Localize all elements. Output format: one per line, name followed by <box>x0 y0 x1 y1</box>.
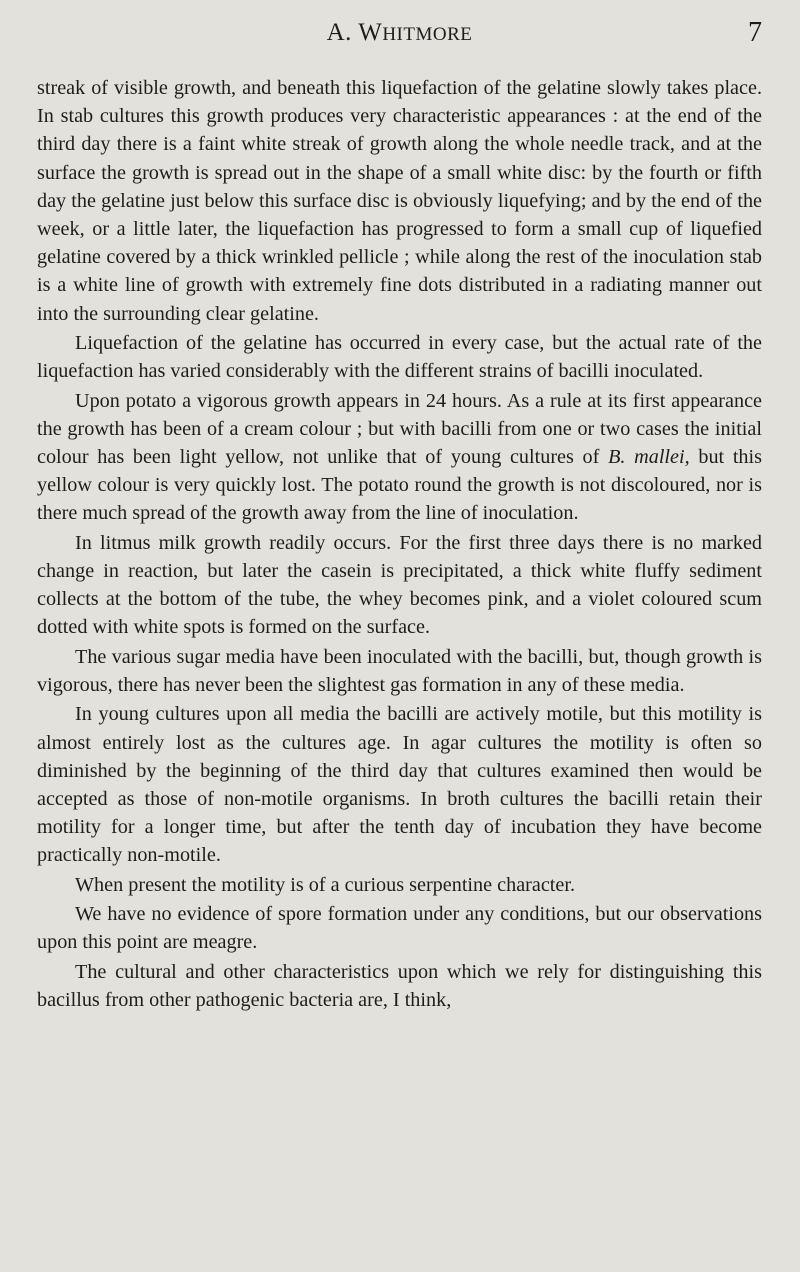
paragraph-potato <box>37 387 762 528</box>
page-header <box>37 0 762 74</box>
page-number: 7 <box>748 17 762 48</box>
species-name-italic: B. mallei, <box>608 446 690 469</box>
paragraph-sugar-media <box>37 643 762 699</box>
paragraph-text: We have no evidence of spore formation under any conditions, but our observations upon this point are meagre. <box>37 903 762 954</box>
paragraph-text: The various sugar media have been inoculated with the bacilli, but, though growth is vigorous, there has never been the slightest gas formation in any of these media. <box>37 645 762 697</box>
author-name-capital: W <box>358 19 383 46</box>
paragraph-text: Upon potato a vigorous growth appears in 24 hours. As a rule at its first appearance the growth has been of a cream colour ; but with bacilli from one or two cases the initial colour has been light yellow, not unlike that of young cultures of <box>37 389 762 469</box>
author-name-small-caps: HITMORE <box>382 24 473 45</box>
paragraph-text: The cultural and other characteristics upon which we rely for distinguishing this bacillus from other pathogenic bacteria are, I think, <box>37 960 762 1011</box>
paragraph-characteristics <box>37 958 762 1014</box>
paragraph-text: Liquefaction of the gelatine has occurred in every case, but the actual rate of the liquefaction has varied considerably with the different strains of bacilli inoculated. <box>37 332 762 383</box>
paragraph-gelatine-stab-cultures <box>37 74 762 328</box>
paragraph-litmus-milk <box>37 529 762 642</box>
body-text <box>37 74 762 1014</box>
paragraph-text: In litmus milk growth readily occurs. For the first three days there is no marked change in reaction, but later the casein is precipitated, a thick white fluffy sediment collects at the bottom of the tube, the whey becomes pink, and a violet coloured scum dotted with white spots is formed on the surface. <box>37 531 762 639</box>
running-head <box>37 19 762 47</box>
paragraph-liquefaction <box>37 329 762 385</box>
paragraph-motility <box>37 700 762 869</box>
paragraph-serpentine <box>37 871 762 899</box>
paragraph-text: In young cultures upon all media the bacilli are actively motile, but this motility is almost entirely lost as the cultures age. In agar cultures the motility is often so diminished by the beginning of the third day that cultures examined then would be accepted as those of non-motile organisms. In broth cultures the bacilli retain their motility for a longer time, but after the tenth day of incubation they have become practically non-motile. <box>37 703 762 867</box>
paragraph-text: streak of visible growth, and beneath this liquefaction of the gelatine slowly takes place. In stab cultures this growth produces very characteristic appearances : at the end of the third day there is a faint white streak of growth along the whole needle track, and at the surface the growth is spread out in the shape of a small white disc: by the fourth or fifth day the gelatine just below this surface disc is obviously liquefying; and by the end of the week, or a little later, the liquefaction has progressed to form a small cup of liquefied gelatine covered by a thick wrinkled pellicle ; while along the rest of the inoculation stab is a white line of growth with extremely fine dots distributed in a radiating manner out into the surrounding clear gelatine. <box>37 77 762 325</box>
paragraph-spore-formation <box>37 900 762 956</box>
paragraph-text: When present the motility is of a curious serpentine character. <box>75 873 576 896</box>
paragraph-text: but this yellow colour is very quickly lost. The potato round the growth is not discoloured, nor is there much spread of the growth away from the line of inoculation. <box>37 446 762 525</box>
author-initial: A. <box>326 19 352 46</box>
